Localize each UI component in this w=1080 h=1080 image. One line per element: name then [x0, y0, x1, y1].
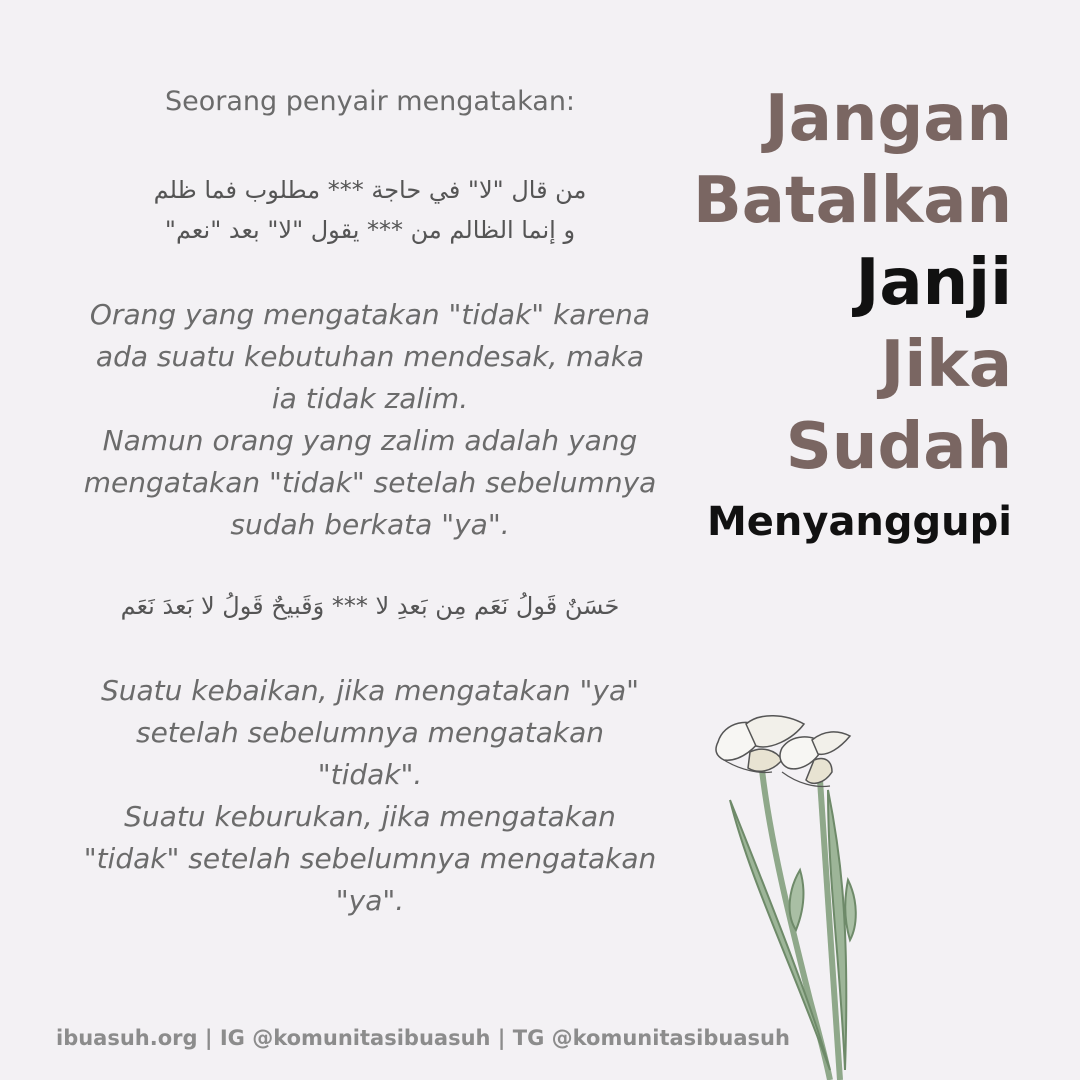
translation-1-line-1: Orang yang mengatakan "tidak" karena: [89, 298, 651, 331]
translation-1-line-2: ada suatu kebutuhan mendesak, maka: [95, 340, 645, 373]
translation-2-line-3: "tidak".: [317, 758, 423, 791]
translation-1-line-5: mengatakan "tidak" setelah sebelumnya: [83, 466, 657, 499]
translation-1-line-3: ia tidak zalim.: [271, 382, 469, 415]
translation-1-line-6: sudah berkata "ya".: [230, 508, 510, 541]
poster-title: [693, 78, 1012, 552]
title-word-jika: Jika: [880, 328, 1012, 402]
arabic-verse-1-line-2: و إنما الظالم من *** يقول "لا" بعد "نعم": [164, 216, 576, 244]
flower-leaf-small: [790, 870, 804, 930]
title-word-menyanggupi: Menyanggupi: [706, 499, 1012, 545]
intro-text: Seorang penyair mengatakan:: [164, 86, 576, 117]
title-word-jangan: Jangan: [764, 82, 1012, 156]
translation-1-line-4: Namun orang yang zalim adalah yang: [102, 424, 638, 457]
arabic-verse-1-line-1: من قال "لا" في حاجة *** مطلوب فما ظلم: [153, 176, 587, 204]
flower-illustration: [700, 700, 900, 1080]
title-word-batalkan: Batalkan: [693, 164, 1012, 238]
translation-2-line-1: Suatu kebaikan, jika mengatakan "ya": [100, 674, 640, 707]
footer-credits: ibuasuh.org | IG @komunitasibuasuh | TG @komunitasibuasuh: [56, 1026, 790, 1050]
arabic-verse-2: حَسَنٌ قَولُ نَعَم مِن بَعدِ لا *** وَقَبيحٌ قَولُ لا بَعدَ نَعَم: [120, 592, 620, 620]
title-word-sudah: Sudah: [785, 410, 1012, 484]
quote-column: [50, 82, 690, 922]
translation-2-line-4: Suatu keburukan, jika mengatakan: [124, 800, 616, 833]
arabic-verse-1: [50, 170, 690, 250]
translation-2: [50, 670, 690, 922]
translation-2-line-6: "ya".: [335, 884, 405, 917]
translation-1: [50, 294, 690, 546]
flower-leaf-small-right: [845, 880, 856, 940]
title-word-janji: Janji: [855, 246, 1012, 320]
flower-blossom-right: [780, 732, 850, 787]
translation-2-line-5: "tidak" setelah sebelumnya mengatakan: [83, 842, 657, 875]
translation-2-line-2: setelah sebelumnya mengatakan: [135, 716, 605, 749]
